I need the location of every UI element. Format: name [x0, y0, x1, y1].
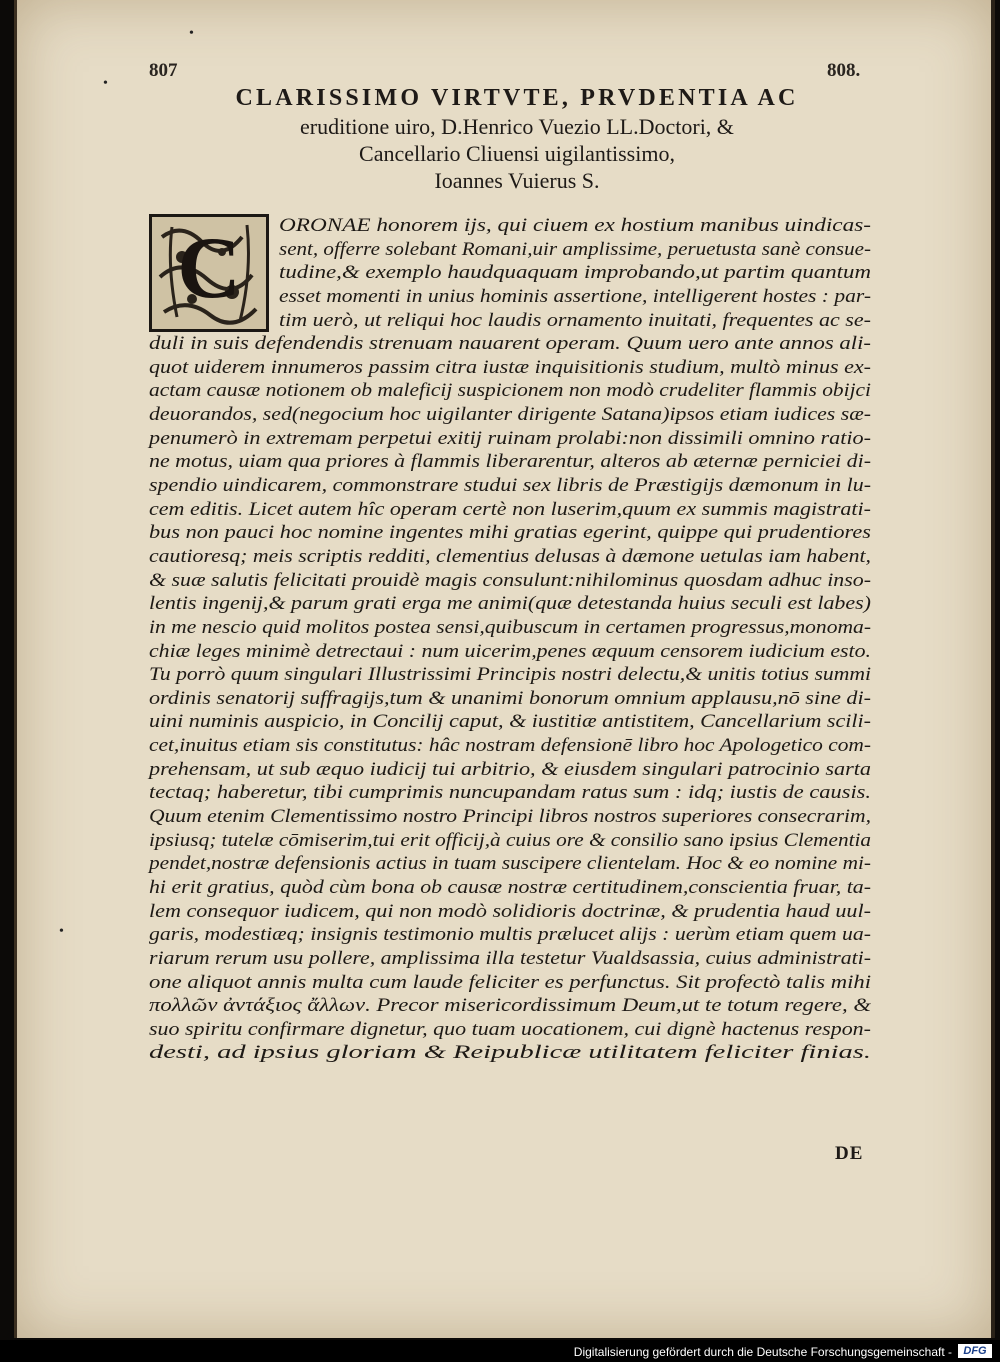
text-line: desti, ad ipsius gloriam & Reipublicæ utilitatem feliciter finias.: [149, 1042, 871, 1064]
text-line: lem consequor iudicem, qui non modò solidioris doctrinæ, & prudentia haud uul-: [149, 900, 871, 922]
footer-bar: [0, 1340, 1000, 1362]
ornament-icon: [152, 217, 266, 329]
footer-credit: Digitalisierung gefördert durch die Deutsche Forschungsgemeinschaft -: [573, 1345, 952, 1359]
text-line: riarum rerum usu pollere, amplissima illa testetur Vualdsassia, cuius administrati-: [149, 947, 871, 969]
text-line: ordinis senatorij suffragijs,tum & unanimi bonorum omnium applausu,nō sine di-: [149, 687, 871, 709]
text-line: prehensam, ut sub æquo iudicij tui arbitrio, & eiusdem singulari patrocinio sarta: [149, 758, 871, 780]
text-line: bus non pauci hoc nomine ingentes mihi gratias egerint, quippe qui prudentiores: [149, 522, 871, 544]
book-page: [14, 0, 995, 1338]
text-line: duli in suis defendendis strenuam nauarent operam. Quum uero ante annos ali-: [149, 333, 872, 355]
text-line: suo spiritu confirmare dignetur, quo tuam uocationem, cui dignè hactenus respon-: [149, 1018, 871, 1040]
text-line: penumerò in extremam perpetui exitij ruinam prolabi:non dissimili omnino ratio-: [149, 427, 871, 449]
page-number-right: 808.: [827, 60, 861, 81]
text-line: deuorandos, sed(negocium hoc uigilanter dirigente Satana)ipsos etiam iudices sæ-: [149, 404, 872, 426]
letter-body: [149, 214, 871, 1065]
ink-mark: •: [189, 26, 194, 41]
text-line: garis, modestiæq; insignis testimonio multis prælucet alijs : uerùm etiam quem ua-: [149, 924, 871, 946]
text-line: cautioresq; meis scriptis redditi, clementius delusas à dæmone uetulas iam habent,: [149, 545, 872, 567]
text-line: esset momenti in unius hominis assertione, intelligerent hostes : par-: [279, 285, 871, 307]
text-line: chiæ leges minimè detrectaui : num uicerim,penes æquum censorem iudicium esto.: [149, 640, 871, 662]
text-line: cet,inuitus etiam sis constitutus: hâc nostram defensionē libro hoc Apologetico com-: [149, 735, 871, 757]
text-line: Tu porrò quum singulari Illustrissimi Principis nostri delectu,& unitis totius summi: [149, 664, 871, 686]
catchword: DE: [835, 1143, 864, 1164]
text-line: one aliquot annis multa cum laude feliciter es perfunctus. Sit profectò talis mihi: [149, 971, 871, 993]
ink-mark: •: [103, 76, 108, 91]
text-line: ne motus, uiam qua priores à flammis liberarentur, alteros ab æternæ perniciei di-: [149, 451, 871, 473]
text-line: tectaq; haberetur, tibi cumprimis nuncupandam ratus sum : idq; iustis de causis.: [149, 782, 871, 804]
text-line: Quum etenim Clementissimo nostro Principi libros nostros superiores consecrarim,: [149, 806, 871, 828]
text-line: tudine,& exemplo haudquaquam improbando,ut partim quantum: [279, 262, 871, 284]
heading-line-2: eruditione uiro, D.Henrico Vuezio LL.Doctori, &: [300, 114, 734, 139]
text-line: & suæ salutis felicitati prouidè magis consulunt:nihilominus quosdam adhuc inso-: [149, 569, 871, 591]
heading-line-3: Cancellario Cliuensi uigilantissimo,: [359, 141, 675, 166]
drop-cap-letter: C: [177, 220, 241, 317]
text-line: tim uerò, ut reliqui hoc laudis ornamento inuitati, frequentes ac se-: [279, 309, 871, 331]
text-line: uini numinis auspicio, in Concilij caput, & iustitiæ antistitem, Cancellarium scili-: [149, 711, 871, 733]
text-line: quot uiderem innumeros passim citra iustæ inquisitionis studium, multò minus ex-: [149, 356, 872, 378]
heading-line-1: CLARISSIMO VIRTVTE, PRVDENTIA AC: [235, 85, 799, 111]
text-line: cem editis. Licet autem hîc operam certè non luserim,quum ex summis magistrati-: [149, 498, 871, 520]
text-line: sent, offerre solebant Romani,uir amplissime, peruetusta sanè consue-: [279, 238, 871, 260]
text-line: in me nescio quid molitos postea sensi,quibuscum in certamen progressus,monoma-: [149, 616, 871, 638]
page-number-left: 807: [149, 60, 178, 81]
heading-line-4: Ioannes Vuierus S.: [434, 168, 600, 193]
ink-mark: •: [59, 924, 64, 939]
text-line: hi erit gratius, quòd cùm bona ob causæ nostræ certitudinem,conscientia fruar, ta-: [149, 876, 871, 898]
text-line: actam causæ notionem ob maleficij suspicionem non modò crudeliter flammis obijci: [149, 380, 871, 402]
text-line: ORONAE honorem ijs, qui ciuem ex hostium manibus uindicas-: [279, 215, 871, 236]
text-line: πολλῶν ἀντάξιος ἄλλων. Precor misericordissimum Deum,ut te totum regere, &: [149, 995, 871, 1017]
text-line: ipsiusq; tutelæ cōmiserim,tui erit officij,à cuius ore & consilio sano ipsius Clementia: [149, 829, 871, 851]
dfg-logo[interactable]: DFG: [958, 1344, 992, 1358]
decorated-initial: [149, 214, 269, 332]
text-line: lentis ingenij,& parum grati erga me animi(quæ detestanda huius seculi est labes): [149, 593, 871, 615]
text-line: spendio uindicarem, commonstrare studui sex libris de Præstigijs dæmonum in lu-: [149, 475, 871, 497]
text-line: pendet,nostræ defensionis actius in tuam suscipere clientelam. Hoc & eo nomine mi-: [149, 853, 871, 875]
dedication-heading: [147, 83, 887, 194]
